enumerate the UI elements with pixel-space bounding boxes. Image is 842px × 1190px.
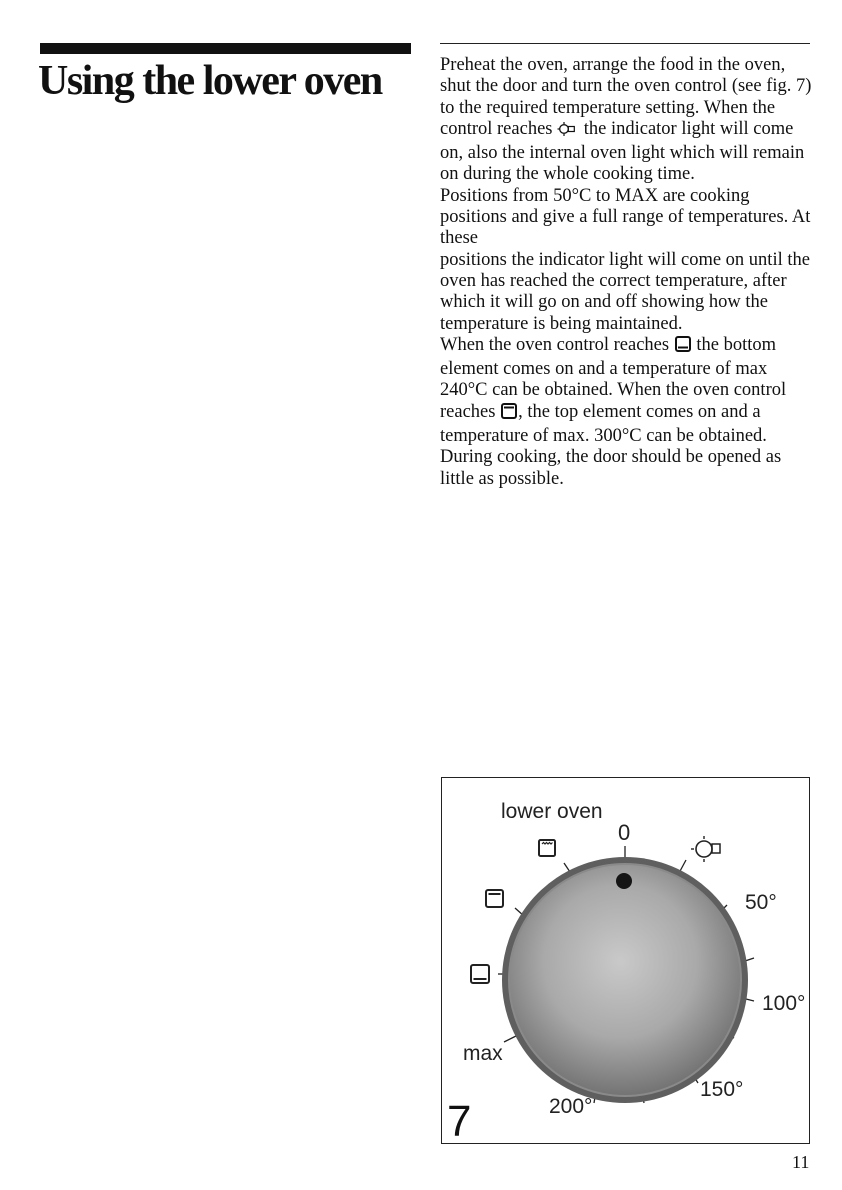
paragraph-elements xyxy=(440,335,812,490)
tick-max xyxy=(504,1036,516,1042)
mark-100-label: 100° xyxy=(762,992,806,1015)
instructions-text xyxy=(440,55,812,490)
mark-50-label: 50° xyxy=(745,891,777,914)
mark-150-label: 150° xyxy=(700,1078,744,1101)
dial-indicator-dot xyxy=(616,873,632,889)
section-bar xyxy=(40,43,411,54)
oven-dial-diagram xyxy=(442,778,811,1145)
paragraph-cooking-positions: Positions from 50°C to MAX are cooking positions and give a full range of temperatures. At these xyxy=(440,185,811,249)
column-rule xyxy=(440,43,810,44)
preheat-text: Preheat the oven, arrange the food in the oven, shut the door and turn the oven control (see fig. 7) to the required temperature setting. When the control reaches xyxy=(440,55,812,139)
top-element-dial-icon xyxy=(486,890,503,907)
grill-icon xyxy=(539,840,555,856)
bottom-element-intro: When the oven control reaches xyxy=(440,334,670,355)
oven-light-icon xyxy=(557,121,579,143)
mark-200-label: 200° xyxy=(549,1095,593,1118)
bottom-element-dial-icon xyxy=(471,965,489,983)
page-number: 11 xyxy=(792,1152,810,1172)
figure-number: 7 xyxy=(447,1097,472,1145)
bottom-element-icon xyxy=(674,335,692,359)
mark-zero-label: 0 xyxy=(618,820,631,845)
page-title: Using the lower oven xyxy=(38,58,382,104)
dial-knob xyxy=(509,864,741,1096)
light-on-text: the indicator light will come on, also the internal oven light which will remain on during the whole cooking time. xyxy=(440,118,805,185)
bottom-element-text: the bottom element comes on and a temperature of max 240°C can be obtained. When the oven control reaches xyxy=(440,334,787,422)
top-element-text: , the top element comes on and a temperature of max. 300°C can be obtained. During cooking, the door should be opened as little as possible. xyxy=(440,401,782,489)
mark-max-label: max xyxy=(463,1042,503,1065)
paragraph-preheat xyxy=(440,55,812,186)
paragraph-indicator: positions the indicator light will come on until the oven has reached the correct temperature, after which it will go on and off showing how the temperature is being maintained. xyxy=(440,249,810,334)
oven-control-figure xyxy=(441,777,810,1144)
top-element-icon xyxy=(500,402,518,426)
figure-label: lower oven xyxy=(501,800,603,823)
oven-light-dial-icon xyxy=(691,836,720,862)
